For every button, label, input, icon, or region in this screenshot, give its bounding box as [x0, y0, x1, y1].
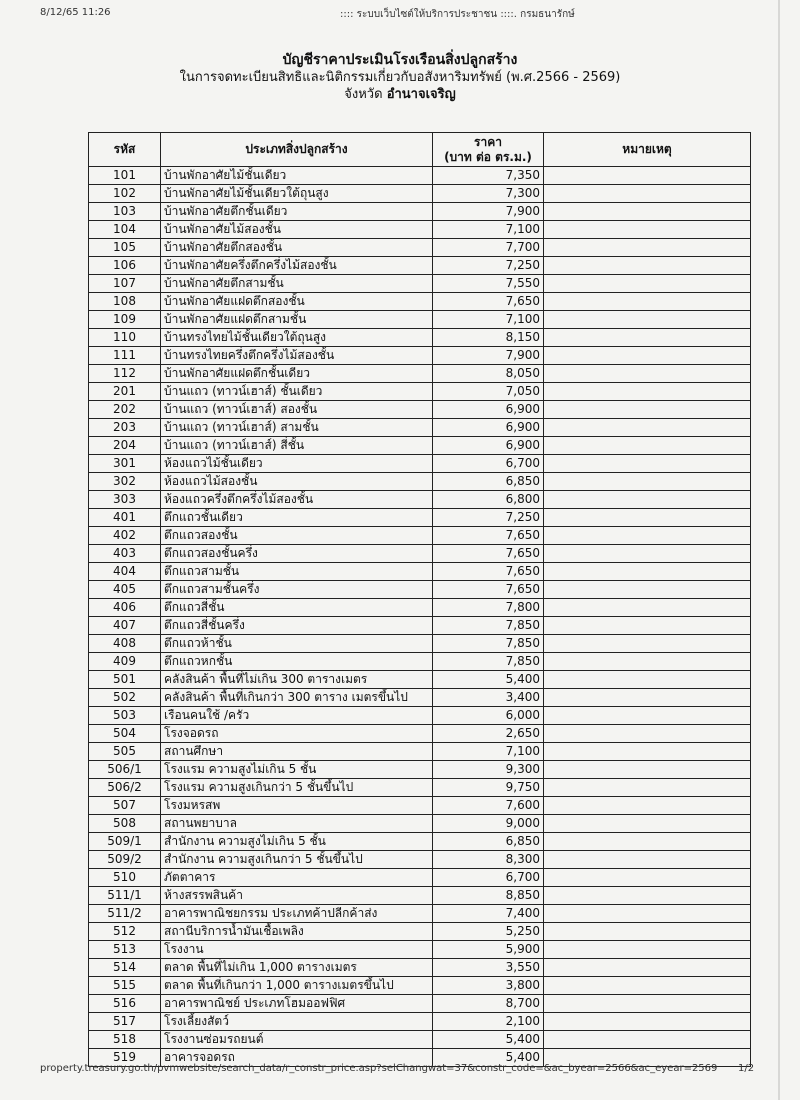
table-row [89, 635, 751, 653]
row-code: 110 [89, 329, 161, 347]
row-price: 7,350 [433, 167, 544, 185]
row-code: 408 [89, 635, 161, 653]
row-type: ห้องแถวไม้สองชั้น [161, 473, 433, 491]
table-body [89, 167, 751, 1067]
row-price: 5,400 [433, 671, 544, 689]
row-price: 7,300 [433, 185, 544, 203]
row-note [544, 761, 751, 779]
row-type: เรือนคนใช้ /ครัว [161, 707, 433, 725]
table-row [89, 545, 751, 563]
price-table [88, 132, 751, 1067]
header-code: รหัส [89, 133, 161, 167]
row-price: 7,650 [433, 545, 544, 563]
row-note [544, 563, 751, 581]
row-code: 519 [89, 1049, 161, 1067]
row-note [544, 581, 751, 599]
row-type: ตึกแถวสองชั้น [161, 527, 433, 545]
row-code: 509/1 [89, 833, 161, 851]
row-code: 510 [89, 869, 161, 887]
row-type: ภัตตาคาร [161, 869, 433, 887]
row-type: โรงมหรสพ [161, 797, 433, 815]
row-note [544, 473, 751, 491]
table-row [89, 617, 751, 635]
header-price-line2: (บาท ต่อ ตร.ม.) [444, 149, 532, 164]
row-price: 7,700 [433, 239, 544, 257]
table-row [89, 311, 751, 329]
table-row [89, 689, 751, 707]
table-row [89, 653, 751, 671]
row-code: 102 [89, 185, 161, 203]
table-row [89, 203, 751, 221]
province-label: จังหวัด [344, 87, 383, 102]
table-row [89, 1013, 751, 1031]
row-note [544, 167, 751, 185]
row-note [544, 995, 751, 1013]
row-price: 7,550 [433, 275, 544, 293]
row-price: 6,900 [433, 401, 544, 419]
row-note [544, 743, 751, 761]
table-row [89, 869, 751, 887]
row-type: บ้านพักอาศัยตึกสามชั้น [161, 275, 433, 293]
row-price: 7,650 [433, 527, 544, 545]
row-type: สถานีบริการน้ำมันเชื้อเพลิง [161, 923, 433, 941]
row-note [544, 1031, 751, 1049]
table-row [89, 797, 751, 815]
row-note [544, 977, 751, 995]
row-code: 505 [89, 743, 161, 761]
row-note [544, 221, 751, 239]
table-row [89, 401, 751, 419]
row-note [544, 509, 751, 527]
row-price: 7,800 [433, 599, 544, 617]
row-type: บ้านแถว (ทาวน์เฮาส์) สองชั้น [161, 401, 433, 419]
row-type: บ้านแถว (ทาวน์เฮาส์) สามชั้น [161, 419, 433, 437]
row-code: 204 [89, 437, 161, 455]
row-code: 514 [89, 959, 161, 977]
row-price: 2,650 [433, 725, 544, 743]
table-row [89, 329, 751, 347]
row-note [544, 815, 751, 833]
row-price: 6,850 [433, 833, 544, 851]
row-type: ห้องแถวครึ่งตึกครึ่งไม้สองชั้น [161, 491, 433, 509]
row-code: 112 [89, 365, 161, 383]
row-type: ตึกแถวสองชั้นครึ่ง [161, 545, 433, 563]
row-note [544, 275, 751, 293]
site-title: :::: ระบบเว็บไซต์ให้บริการประชาชน ::::. กรมธนารักษ์ [340, 9, 575, 20]
table-row [89, 257, 751, 275]
row-price: 8,700 [433, 995, 544, 1013]
row-type: บ้านพักอาศัยตึกสองชั้น [161, 239, 433, 257]
row-price: 7,600 [433, 797, 544, 815]
row-note [544, 491, 751, 509]
row-code: 512 [89, 923, 161, 941]
row-note [544, 833, 751, 851]
footer-url: property.treasury.go.th/pvmwebsite/search_data/r_constr_price.asp?selChangwat=37&constr_code=&ac_byear=2566&ac_eyear=2569 [40, 1063, 718, 1074]
row-code: 108 [89, 293, 161, 311]
row-code: 501 [89, 671, 161, 689]
row-price: 8,150 [433, 329, 544, 347]
document-title-block [0, 52, 800, 103]
row-type: ตึกแถวห้าชั้น [161, 635, 433, 653]
table-row [89, 581, 751, 599]
row-type: ห้างสรรพสินค้า [161, 887, 433, 905]
row-note [544, 671, 751, 689]
table-row [89, 941, 751, 959]
row-note [544, 635, 751, 653]
row-price: 7,100 [433, 743, 544, 761]
row-price: 9,300 [433, 761, 544, 779]
row-note [544, 203, 751, 221]
row-code: 517 [89, 1013, 161, 1031]
row-type: ตึกแถวสามชั้น [161, 563, 433, 581]
row-note [544, 257, 751, 275]
row-code: 404 [89, 563, 161, 581]
row-type: ห้องแถวไม้ชั้นเดียว [161, 455, 433, 473]
row-code: 402 [89, 527, 161, 545]
table-row [89, 563, 751, 581]
row-price: 7,100 [433, 311, 544, 329]
row-type: ตึกแถวชั้นเดียว [161, 509, 433, 527]
table-row [89, 347, 751, 365]
row-note [544, 347, 751, 365]
row-type: อาคารพาณิชยกรรม ประเภทค้าปลีกค้าส่ง [161, 905, 433, 923]
header-note: หมายเหตุ [544, 133, 751, 167]
row-note [544, 293, 751, 311]
row-type: สถานพยาบาล [161, 815, 433, 833]
row-code: 502 [89, 689, 161, 707]
row-type: คลังสินค้า พื้นที่เกินกว่า 300 ตาราง เมตรขึ้นไป [161, 689, 433, 707]
table-row [89, 383, 751, 401]
row-price: 6,900 [433, 419, 544, 437]
document-subtitle: ในการจดทะเบียนสิทธิและนิติกรรมเกี่ยวกับอสังหาริมทรัพย์ (พ.ศ.2566 - 2569) [179, 70, 621, 85]
row-note [544, 239, 751, 257]
row-price: 8,300 [433, 851, 544, 869]
row-type: ตลาด พื้นที่ไม่เกิน 1,000 ตารางเมตร [161, 959, 433, 977]
row-code: 516 [89, 995, 161, 1013]
row-code: 103 [89, 203, 161, 221]
row-type: สถานศึกษา [161, 743, 433, 761]
row-code: 106 [89, 257, 161, 275]
table-row [89, 779, 751, 797]
table-row [89, 995, 751, 1013]
table-row [89, 419, 751, 437]
row-code: 407 [89, 617, 161, 635]
row-type: บ้านพักอาศัยไม้ชั้นเดียวใต้ถุนสูง [161, 185, 433, 203]
table-row [89, 185, 751, 203]
row-code: 301 [89, 455, 161, 473]
row-type: บ้านพักอาศัยตึกชั้นเดียว [161, 203, 433, 221]
row-code: 509/2 [89, 851, 161, 869]
document-title: บัญชีราคาประเมินโรงเรือนสิ่งปลูกสร้าง [282, 52, 518, 68]
row-type: โรงแรม ความสูงไม่เกิน 5 ชั้น [161, 761, 433, 779]
row-type: ตึกแถวหกชั้น [161, 653, 433, 671]
table-row [89, 509, 751, 527]
row-type: โรงเลี้ยงสัตว์ [161, 1013, 433, 1031]
table-row [89, 887, 751, 905]
table-row [89, 221, 751, 239]
table-row [89, 527, 751, 545]
row-price: 7,850 [433, 617, 544, 635]
row-type: บ้านพักอาศัยไม้สองชั้น [161, 221, 433, 239]
province-line [0, 86, 800, 103]
row-code: 511/2 [89, 905, 161, 923]
table-row [89, 923, 751, 941]
row-code: 203 [89, 419, 161, 437]
row-price: 6,000 [433, 707, 544, 725]
row-type: ตลาด พื้นที่เกินกว่า 1,000 ตารางเมตรขึ้นไป [161, 977, 433, 995]
row-code: 403 [89, 545, 161, 563]
table-row [89, 725, 751, 743]
row-price: 7,650 [433, 293, 544, 311]
table-row [89, 905, 751, 923]
row-note [544, 797, 751, 815]
table-row [89, 743, 751, 761]
row-note [544, 545, 751, 563]
row-type: บ้านพักอาศัยแฝดตึกชั้นเดียว [161, 365, 433, 383]
table-row [89, 437, 751, 455]
row-code: 503 [89, 707, 161, 725]
row-note [544, 1013, 751, 1031]
row-code: 401 [89, 509, 161, 527]
row-type: โรงงานซ่อมรถยนต์ [161, 1031, 433, 1049]
table-row [89, 761, 751, 779]
row-price: 8,050 [433, 365, 544, 383]
row-code: 406 [89, 599, 161, 617]
row-price: 7,400 [433, 905, 544, 923]
row-type: อาคารจอดรถ [161, 1049, 433, 1067]
table-row [89, 275, 751, 293]
row-price: 7,250 [433, 509, 544, 527]
row-type: บ้านแถว (ทาวน์เฮาส์) สี่ชั้น [161, 437, 433, 455]
row-code: 409 [89, 653, 161, 671]
row-type: บ้านพักอาศัยไม้ชั้นเดียว [161, 167, 433, 185]
row-note [544, 365, 751, 383]
row-price: 7,650 [433, 563, 544, 581]
row-price: 6,800 [433, 491, 544, 509]
row-code: 303 [89, 491, 161, 509]
province-name: อำนาจเจริญ [386, 87, 456, 102]
table-row [89, 491, 751, 509]
row-code: 105 [89, 239, 161, 257]
table-row [89, 239, 751, 257]
row-code: 513 [89, 941, 161, 959]
table-row [89, 977, 751, 995]
row-type: ตึกแถวสามชั้นครึ่ง [161, 581, 433, 599]
row-price: 7,100 [433, 221, 544, 239]
page-number: 1/2 [738, 1063, 755, 1074]
print-datetime: 8/12/65 11:26 [40, 7, 111, 18]
row-code: 508 [89, 815, 161, 833]
table-row [89, 671, 751, 689]
row-note [544, 455, 751, 473]
row-note [544, 185, 751, 203]
row-code: 202 [89, 401, 161, 419]
row-note [544, 437, 751, 455]
row-code: 507 [89, 797, 161, 815]
row-code: 111 [89, 347, 161, 365]
row-price: 3,800 [433, 977, 544, 995]
row-price: 2,100 [433, 1013, 544, 1031]
row-code: 515 [89, 977, 161, 995]
header-price [433, 133, 544, 167]
table-row [89, 707, 751, 725]
header-price-line1: ราคา [474, 134, 502, 149]
row-note [544, 329, 751, 347]
row-price: 5,250 [433, 923, 544, 941]
row-note [544, 653, 751, 671]
table-row [89, 455, 751, 473]
row-note [544, 923, 751, 941]
row-price: 6,850 [433, 473, 544, 491]
row-code: 104 [89, 221, 161, 239]
row-type: สำนักงาน ความสูงไม่เกิน 5 ชั้น [161, 833, 433, 851]
row-type: อาคารพาณิชย์ ประเภทโฮมออฟฟิศ [161, 995, 433, 1013]
row-note [544, 311, 751, 329]
header-type: ประเภทสิ่งปลูกสร้าง [161, 133, 433, 167]
row-type: บ้านพักอาศัยแฝดตึกสามชั้น [161, 311, 433, 329]
row-type: คลังสินค้า พื้นที่ไม่เกิน 300 ตารางเมตร [161, 671, 433, 689]
row-note [544, 779, 751, 797]
table-row [89, 473, 751, 491]
table-header-row [89, 133, 751, 167]
row-price: 6,900 [433, 437, 544, 455]
table-row [89, 599, 751, 617]
row-price: 5,400 [433, 1049, 544, 1067]
table-row [89, 851, 751, 869]
row-note [544, 707, 751, 725]
row-type: โรงจอดรถ [161, 725, 433, 743]
row-note [544, 527, 751, 545]
row-note [544, 851, 751, 869]
row-price: 3,400 [433, 689, 544, 707]
row-note [544, 905, 751, 923]
row-code: 511/1 [89, 887, 161, 905]
table-row [89, 833, 751, 851]
row-note [544, 617, 751, 635]
row-code: 506/2 [89, 779, 161, 797]
row-note [544, 599, 751, 617]
row-price: 7,650 [433, 581, 544, 599]
row-type: สำนักงาน ความสูงเกินกว่า 5 ชั้นขึ้นไป [161, 851, 433, 869]
row-code: 518 [89, 1031, 161, 1049]
row-type: โรงงาน [161, 941, 433, 959]
row-code: 405 [89, 581, 161, 599]
row-note [544, 869, 751, 887]
row-note [544, 959, 751, 977]
row-price: 8,850 [433, 887, 544, 905]
row-type: บ้านทรงไทยไม้ชั้นเดียวใต้ถุนสูง [161, 329, 433, 347]
row-type: ตึกแถวสี่ชั้น [161, 599, 433, 617]
table-row [89, 815, 751, 833]
row-price: 7,900 [433, 347, 544, 365]
row-type: บ้านพักอาศัยแฝดตึกสองชั้น [161, 293, 433, 311]
row-price: 6,700 [433, 869, 544, 887]
table-row [89, 365, 751, 383]
row-type: โรงแรม ความสูงเกินกว่า 5 ชั้นขึ้นไป [161, 779, 433, 797]
row-code: 101 [89, 167, 161, 185]
row-price: 5,400 [433, 1031, 544, 1049]
row-code: 506/1 [89, 761, 161, 779]
row-price: 7,900 [433, 203, 544, 221]
row-code: 201 [89, 383, 161, 401]
row-price: 9,750 [433, 779, 544, 797]
row-code: 302 [89, 473, 161, 491]
row-type: บ้านแถว (ทาวน์เฮาส์) ชั้นเดียว [161, 383, 433, 401]
row-type: บ้านพักอาศัยครึ่งตึกครึ่งไม้สองชั้น [161, 257, 433, 275]
row-price: 3,550 [433, 959, 544, 977]
row-note [544, 725, 751, 743]
row-type: บ้านทรงไทยครึ่งตึกครึ่งไม้สองชั้น [161, 347, 433, 365]
row-code: 109 [89, 311, 161, 329]
row-code: 504 [89, 725, 161, 743]
row-price: 7,850 [433, 635, 544, 653]
row-price: 7,850 [433, 653, 544, 671]
row-price: 5,900 [433, 941, 544, 959]
table-row [89, 167, 751, 185]
table-row [89, 1031, 751, 1049]
row-note [544, 887, 751, 905]
page-edge-shadow [778, 0, 780, 1100]
row-price: 7,250 [433, 257, 544, 275]
table-row [89, 959, 751, 977]
row-price: 6,700 [433, 455, 544, 473]
row-note [544, 419, 751, 437]
row-note [544, 941, 751, 959]
row-note [544, 689, 751, 707]
row-price: 9,000 [433, 815, 544, 833]
row-price: 7,050 [433, 383, 544, 401]
table-row [89, 293, 751, 311]
row-note [544, 383, 751, 401]
row-type: ตึกแถวสี่ชั้นครึ่ง [161, 617, 433, 635]
row-code: 107 [89, 275, 161, 293]
row-note [544, 401, 751, 419]
